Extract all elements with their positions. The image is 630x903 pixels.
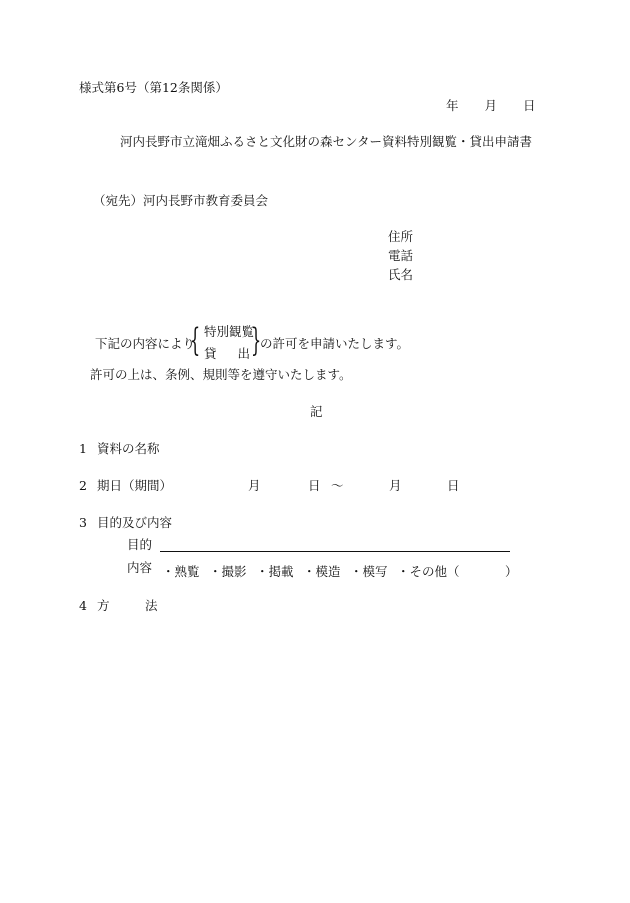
right-brace: } [251, 321, 262, 359]
day-label: 日 [523, 98, 536, 113]
item4-label-char1: 方 [97, 598, 110, 613]
item2-month2: 月 [389, 478, 402, 493]
item2-label: 期日（期間） [97, 478, 173, 493]
option-loan-char1: 貸 [204, 346, 217, 361]
item2-day1: 日 [308, 478, 321, 493]
content-option-other: ・その他（ [397, 564, 460, 579]
purpose-input-line[interactable] [160, 551, 510, 552]
intro-prefix: 下記の内容により [95, 336, 196, 351]
intro-line2: 許可の上は、条例、規則等を遵守いたします。 [90, 367, 352, 382]
item2-number: 2 [79, 478, 87, 493]
applicant-address-label: 住所 [388, 229, 414, 244]
date-row [446, 100, 536, 113]
ki-heading: 記 [310, 404, 323, 419]
item2-tilde: ～ [331, 478, 344, 493]
item4-number: 4 [79, 598, 87, 613]
content-option-jukuran: ・熟覧 [162, 564, 200, 579]
purpose-label: 目的 [127, 537, 153, 552]
intro-suffix: の許可を申請いたします。 [260, 336, 410, 351]
content-label: 内容 [127, 560, 153, 575]
item3-label: 目的及び内容 [97, 515, 173, 530]
addressee: （宛先）河内長野市教育委員会 [93, 193, 269, 208]
content-option-mosha: ・模写 [350, 564, 388, 579]
option-special-viewing: 特別観覧 [204, 324, 255, 339]
form-number: 様式第6号（第12条関係） [79, 80, 228, 95]
applicant-phone-label: 電話 [388, 248, 414, 263]
option-loan [204, 348, 250, 361]
content-option-mozou: ・模造 [303, 564, 341, 579]
content-option-satsuei: ・撮影 [209, 564, 247, 579]
month-label: 月 [484, 98, 498, 113]
year-label: 年 [446, 98, 459, 113]
left-brace: { [190, 321, 201, 359]
item2-month1: 月 [248, 478, 261, 493]
item1-number: 1 [79, 441, 87, 456]
item1-label: 資料の名称 [97, 441, 160, 456]
content-option-keisai: ・掲載 [256, 564, 294, 579]
applicant-name-label: 氏名 [388, 267, 414, 282]
item3-number: 3 [79, 515, 87, 530]
content-option-close-paren: ） [505, 564, 518, 579]
document-title: 河内長野市立滝畑ふるさと文化財の森センター資料特別観覧・貸出申請書 [120, 134, 533, 149]
item2-day2: 日 [447, 478, 460, 493]
item4-label-char2: 法 [145, 598, 158, 613]
option-loan-char2: 出 [237, 346, 250, 361]
